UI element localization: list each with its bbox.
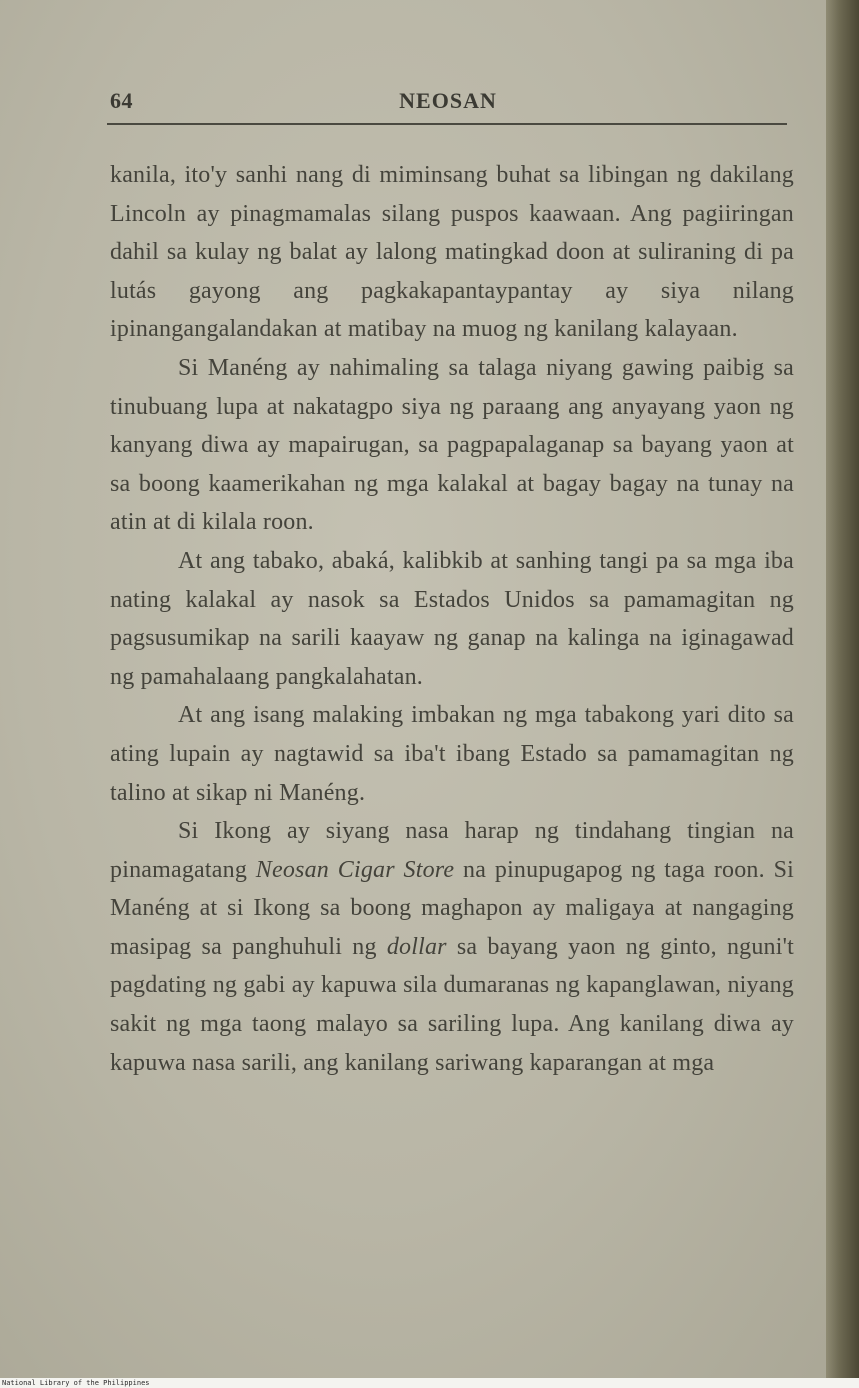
running-title: NEOSAN [399,88,497,113]
store-name: Neosan Cigar Store [255,856,455,883]
paragraph-2: Si Manéng ay nahimaling sa talaga niyang gawing paibig sa tinubuang lupa at nakatagpo siya ng paraang ang anyayang yaon ng kanyang diwa ay mapairugan, sa pagpapalaganap sa bayang yaon at sa boong kaamerikahan ng mga kalakal at bagay bagay na tunay na atin at di kilala roon. [110,354,794,536]
dollar-word: dollar [386,933,447,960]
book-spine-edge [826,0,859,1380]
body-text [110,156,794,1082]
page-header [110,88,786,118]
paragraph-3: At ang tabako, abaká, kalibkib at sanhing tangi pa sa mga iba nating kalakal ay nasok sa Estados Unidos sa pamamagitan ng pagsusumikap na sarili kaayaw ng ganap na kalinga na iginagawad ng pamahalaang pangkalahatan. [110,547,794,690]
paragraph-5-part-3: sa bayang yaon ng ginto, nguni't pagdating ng gabi ay kapuwa sila dumaranas ng kapanglawan, niyang sakit ng mga taong malayo sa sariling lupa. Ang kanilang diwa ay kapuwa nasa sarili, ang kanilang sariwang kaparangan at mga [110,933,795,1076]
paragraph-5-part-1: Si Ikong ay siyang nasa harap ng tindahang tingian na pinamagatang [110,818,794,883]
paragraph-1: kanila, ito'y sanhi nang di miminsang buhat sa libingan ng dakilang Lincoln ay pinagmamalas silang puspos kaawaan. Ang pagiiringan dahil sa kulay ng balat ay lalong matingkad doon at suliraning di pa lutás gayong ang pagkakapantaypantay ay siya nilang ipinangangalandakan at matibay na muog ng kanilang kalayaan. [110,162,794,343]
page-number: 64 [110,88,133,113]
paragraph-5 [110,812,794,1082]
header-rule [107,123,787,125]
paragraph-4: At ang isang malaking imbakan ng mga tabakong yari dito sa ating lupain ay nagtawid sa iba't ibang Estado sa pamamagitan ng talino at sikap ni Manéng. [110,702,794,806]
scan-credit: National Library of the Philippines [2,1379,150,1387]
paragraph-5-part-2: na pinupugapog ng taga roon. Si Manéng at si Ikong sa boong maghapon ay maligaya at nangaging masipag sa panghuhuli ng [110,856,795,960]
